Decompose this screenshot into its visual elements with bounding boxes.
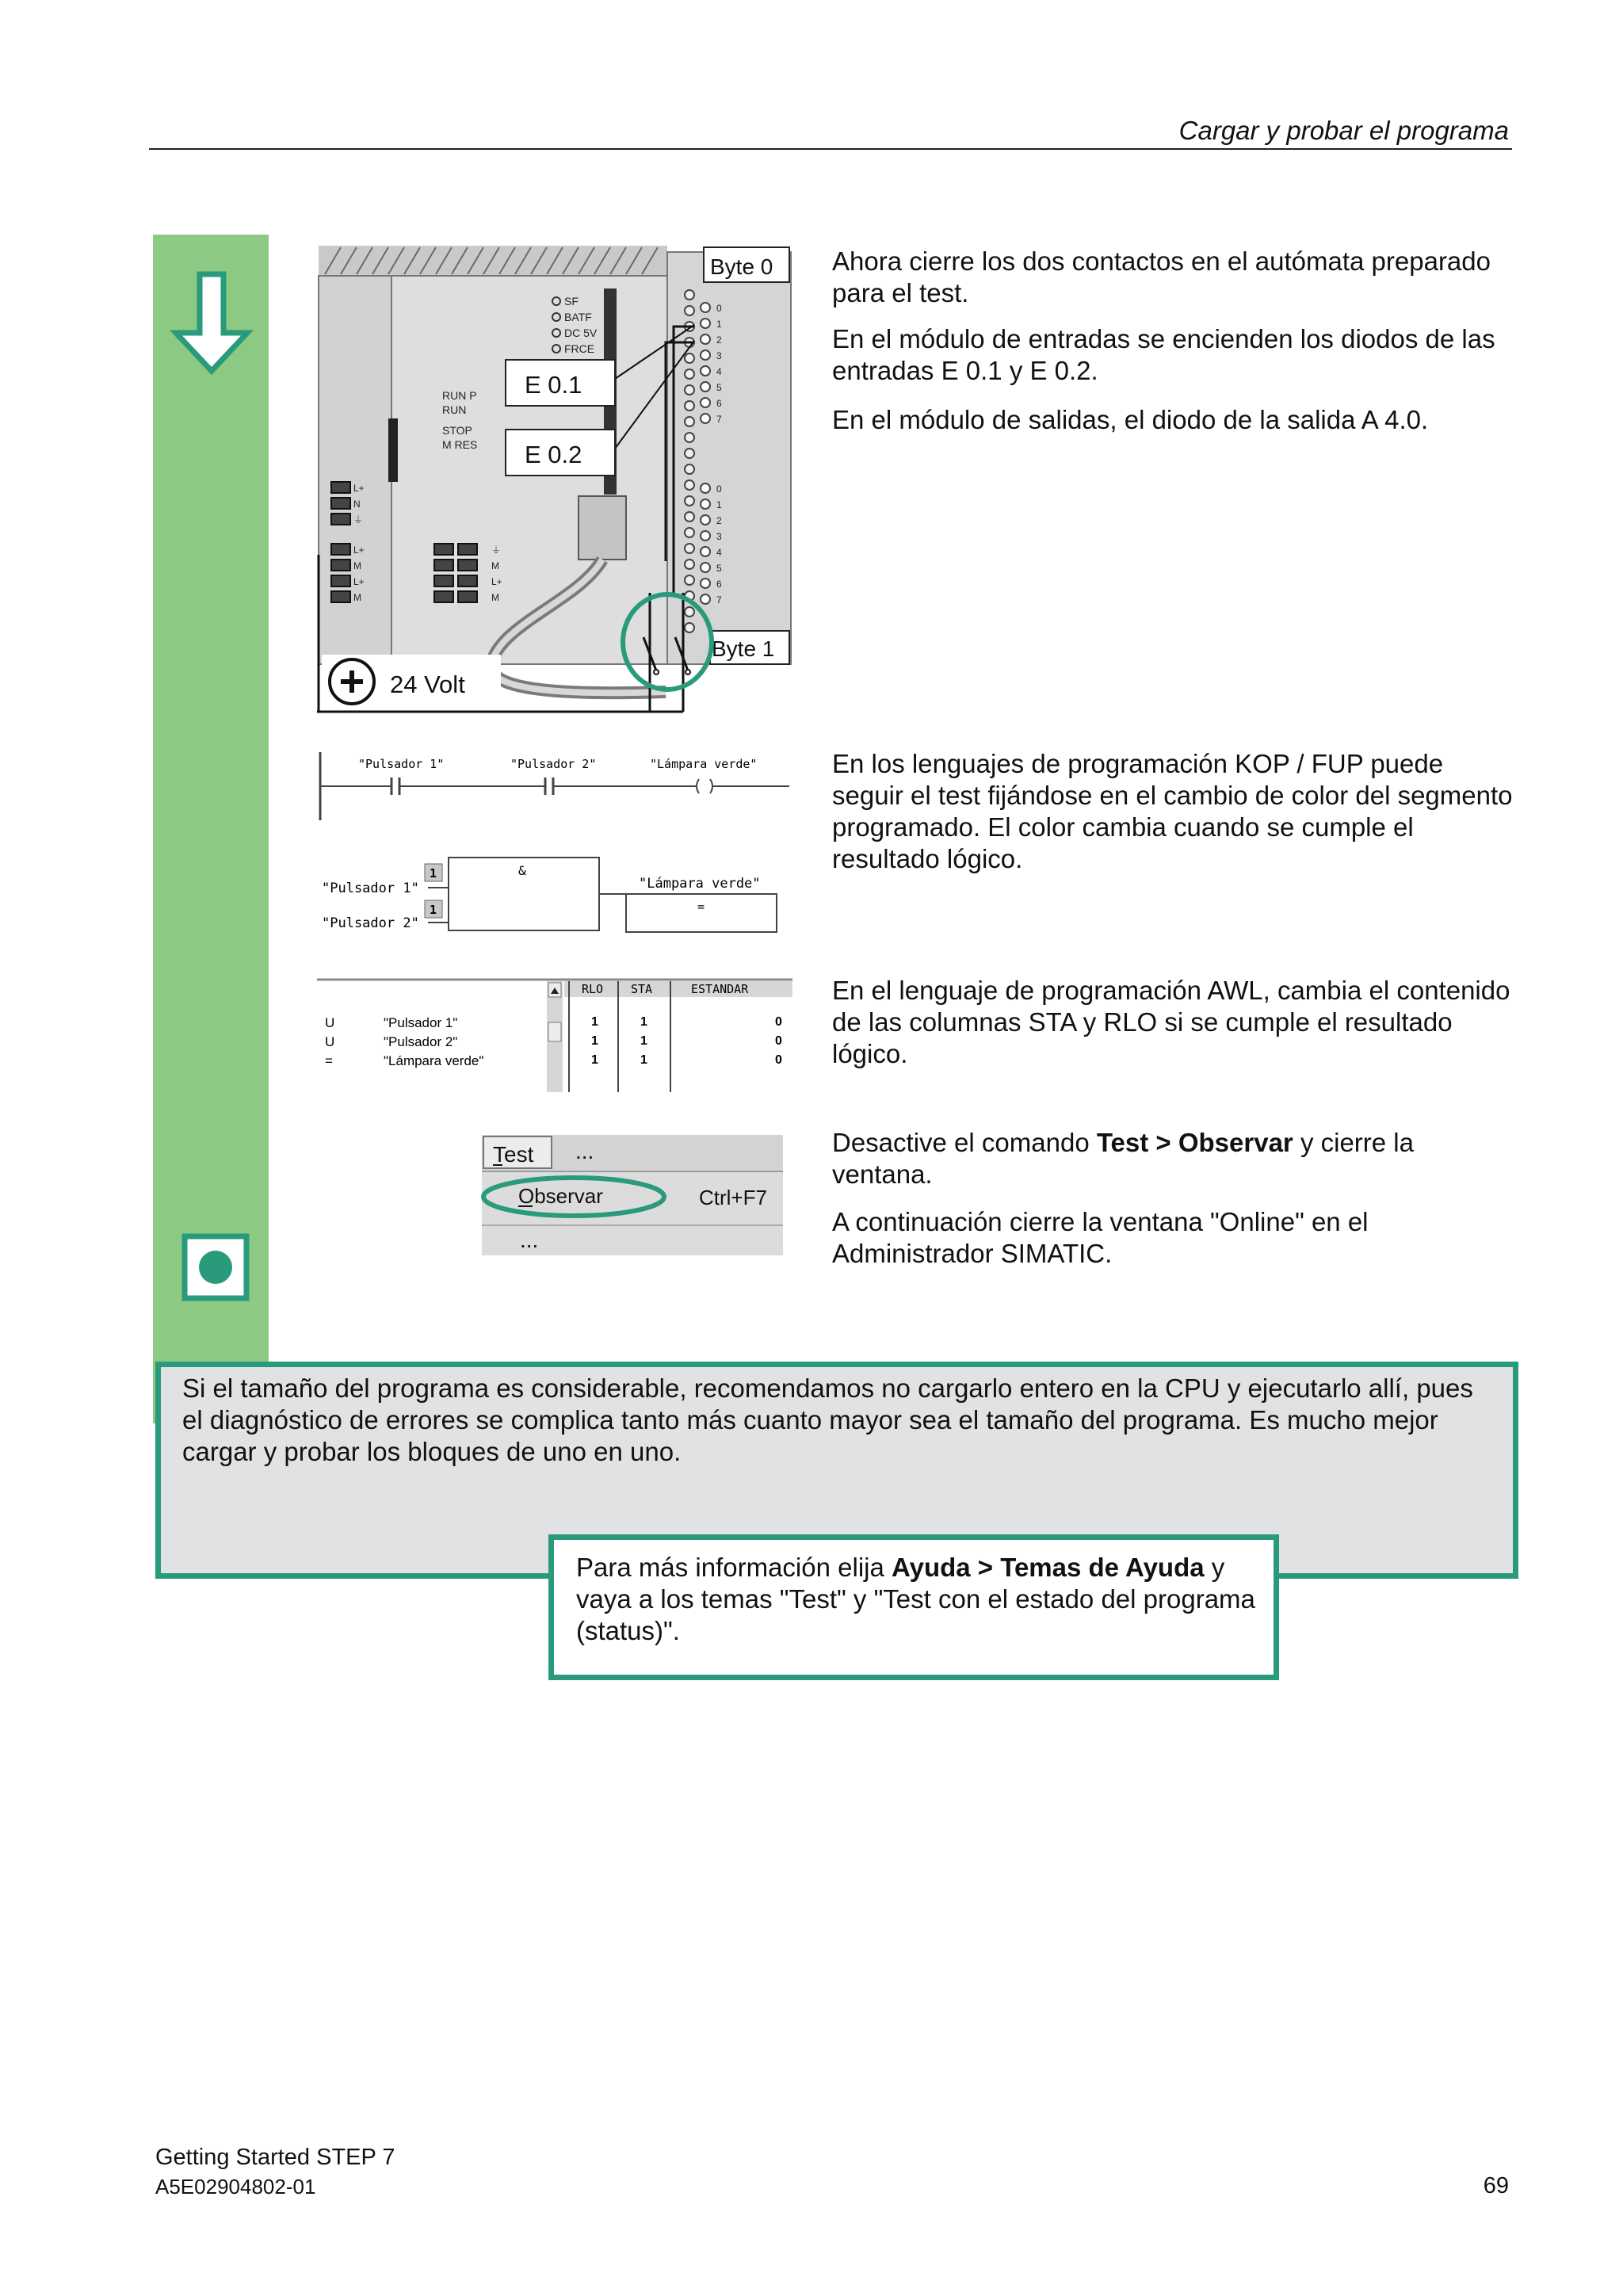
info-help-command: Ayuda > Temas de Ayuda bbox=[892, 1553, 1205, 1582]
awl-col-rlo: RLO bbox=[582, 982, 604, 996]
hardware-figure bbox=[317, 244, 792, 720]
text-p2: En el módulo de entradas se encienden los diodos de las entradas E 0.1 y E 0.2. bbox=[832, 324, 1495, 385]
down-arrow-icon bbox=[168, 271, 255, 377]
channel-number: 4 bbox=[716, 366, 722, 377]
kop-figure bbox=[317, 749, 792, 828]
awl-col-sta: STA bbox=[631, 982, 653, 996]
menu-shortcut: Ctrl+F7 bbox=[699, 1186, 767, 1209]
led-label: BATF bbox=[564, 311, 592, 323]
terminal-label: ⏚ bbox=[353, 514, 364, 525]
switch-label: M RES bbox=[442, 438, 478, 451]
header-rule bbox=[149, 148, 1512, 150]
led-label: FRCE bbox=[564, 342, 595, 355]
text-p3: En el módulo de salidas, el diodo de la salida A 4.0. bbox=[832, 405, 1429, 434]
footer-doc-number: A5E02904802-01 bbox=[155, 2175, 316, 2199]
channel-number: 7 bbox=[716, 594, 722, 606]
awl-std-value: 0 bbox=[775, 1053, 782, 1067]
fup-assign-label: = bbox=[697, 900, 705, 914]
e02-label: E 0.2 bbox=[525, 441, 582, 468]
channel-number: 2 bbox=[716, 334, 722, 346]
awl-rlo-value: 1 bbox=[591, 1053, 598, 1067]
page-header-title: Cargar y probar el programa bbox=[1178, 116, 1509, 145]
channel-number: 7 bbox=[716, 414, 722, 425]
terminal-label: L+ bbox=[353, 544, 365, 556]
info-pre: Para más información elija bbox=[576, 1553, 892, 1582]
terminal-label: M bbox=[353, 560, 361, 571]
terminal-label: M bbox=[353, 592, 361, 603]
page-number: 69 bbox=[1483, 2173, 1509, 2199]
channel-number: 1 bbox=[716, 319, 722, 330]
text-p6 bbox=[832, 1127, 1514, 1190]
awl-rlo-value: 1 bbox=[591, 1034, 598, 1048]
fup-input2-label: "Pulsador 2" bbox=[322, 915, 419, 931]
channel-number: 0 bbox=[716, 303, 722, 314]
text-p6-command: Test > Observar bbox=[1096, 1128, 1293, 1157]
menu-item-observar: Observar bbox=[518, 1184, 603, 1208]
channel-number: 0 bbox=[716, 483, 722, 495]
channel-number: 3 bbox=[716, 350, 722, 361]
awl-sta-value: 1 bbox=[640, 1034, 647, 1048]
channel-number: 4 bbox=[716, 547, 722, 558]
channel-number: 5 bbox=[716, 382, 722, 393]
led-label: DC 5V bbox=[564, 327, 598, 339]
awl-std-value: 0 bbox=[775, 1015, 782, 1029]
awl-sta-value: 1 bbox=[640, 1053, 647, 1067]
fup-output-label: "Lámpara verde" bbox=[639, 876, 761, 892]
terminal-label: ⏚ bbox=[491, 544, 502, 556]
terminal-label: L+ bbox=[353, 576, 365, 587]
channel-number: 6 bbox=[716, 579, 722, 590]
e01-label: E 0.1 bbox=[525, 371, 582, 399]
awl-row-operand: "Lámpara verde" bbox=[384, 1053, 484, 1068]
terminal-label: N bbox=[353, 499, 361, 510]
text-p6-pre: Desactive el comando bbox=[832, 1128, 1097, 1157]
awl-col-std: ESTANDAR bbox=[691, 982, 749, 996]
awl-row-operand: "Pulsador 1" bbox=[384, 1015, 458, 1030]
stop-icon bbox=[181, 1233, 250, 1301]
fup-input1-flag: 1 bbox=[430, 866, 437, 881]
text-p4: En los lenguajes de programación KOP / FUP puede seguir el test fijándose en el cambio de color del segmento programado. El color cambia cuando se cumple el resultado lógico. bbox=[832, 749, 1513, 873]
fup-input2-flag: 1 bbox=[430, 903, 437, 917]
awl-rlo-value: 1 bbox=[591, 1015, 598, 1029]
fup-figure bbox=[317, 846, 792, 942]
fup-input1-label: "Pulsador 1" bbox=[322, 881, 419, 896]
kop-coil-label: "Lámpara verde" bbox=[650, 757, 758, 771]
footer-title: Getting Started STEP 7 bbox=[155, 2145, 395, 2170]
menu-dots-top: ... bbox=[575, 1139, 594, 1163]
awl-figure bbox=[317, 978, 792, 1097]
info-post: y vaya a los temas "Test" y "Test con el estado del programa (status)". bbox=[576, 1553, 1255, 1645]
channel-number: 1 bbox=[716, 499, 722, 510]
channel-number: 5 bbox=[716, 563, 722, 574]
terminal-label: L+ bbox=[491, 576, 502, 587]
fup-and-label: & bbox=[518, 863, 526, 878]
terminal-label: L+ bbox=[353, 483, 365, 494]
byte1-label: Byte 1 bbox=[712, 636, 775, 661]
channel-number: 3 bbox=[716, 531, 722, 542]
awl-row-operand: "Pulsador 2" bbox=[384, 1034, 458, 1049]
awl-sta-value: 1 bbox=[640, 1015, 647, 1029]
awl-row-op: U bbox=[325, 1015, 335, 1030]
text-p5: En el lenguaje de programación AWL, cambia el contenido de las columnas STA y RLO si se cumple el resultado lógico. bbox=[832, 976, 1510, 1068]
menu-dots-bottom: ... bbox=[520, 1228, 539, 1252]
channel-number: 2 bbox=[716, 515, 722, 526]
terminal-label: M bbox=[491, 592, 499, 603]
text-p6-post: y cierre la ventana. bbox=[832, 1128, 1414, 1189]
kop-contact2-label: "Pulsador 2" bbox=[510, 757, 597, 771]
voltage-label: 24 Volt bbox=[390, 670, 465, 698]
byte0-label: Byte 0 bbox=[710, 254, 773, 279]
awl-row-op: = bbox=[325, 1053, 333, 1068]
switch-label: RUN bbox=[442, 403, 467, 416]
terminal-label: M bbox=[491, 560, 499, 571]
led-label: SF bbox=[564, 295, 579, 308]
test-menu-figure bbox=[475, 1132, 785, 1259]
switch-label: STOP bbox=[442, 424, 472, 437]
note-text: Si el tamaño del programa es considerable, recomendamos no cargarlo entero en la CPU y ejecutarlo allí, pues el diagnóstico de errores se complica tanto más cuanto mayor sea el tamaño del programa. Es mucho mejor cargar y probar los bloques de uno en uno. bbox=[182, 1373, 1473, 1466]
awl-row-op: U bbox=[325, 1034, 335, 1049]
menu-test: Test bbox=[493, 1142, 534, 1167]
text-p1: Ahora cierre los dos contactos en el autómata preparado para el test. bbox=[832, 246, 1491, 308]
kop-contact1-label: "Pulsador 1" bbox=[358, 757, 445, 771]
switch-label: RUN P bbox=[442, 389, 477, 402]
text-p7: A continuación cierre la ventana "Online" en el Administrador SIMATIC. bbox=[832, 1207, 1369, 1268]
awl-std-value: 0 bbox=[775, 1034, 782, 1048]
info-text bbox=[576, 1552, 1258, 1647]
channel-number: 6 bbox=[716, 398, 722, 409]
